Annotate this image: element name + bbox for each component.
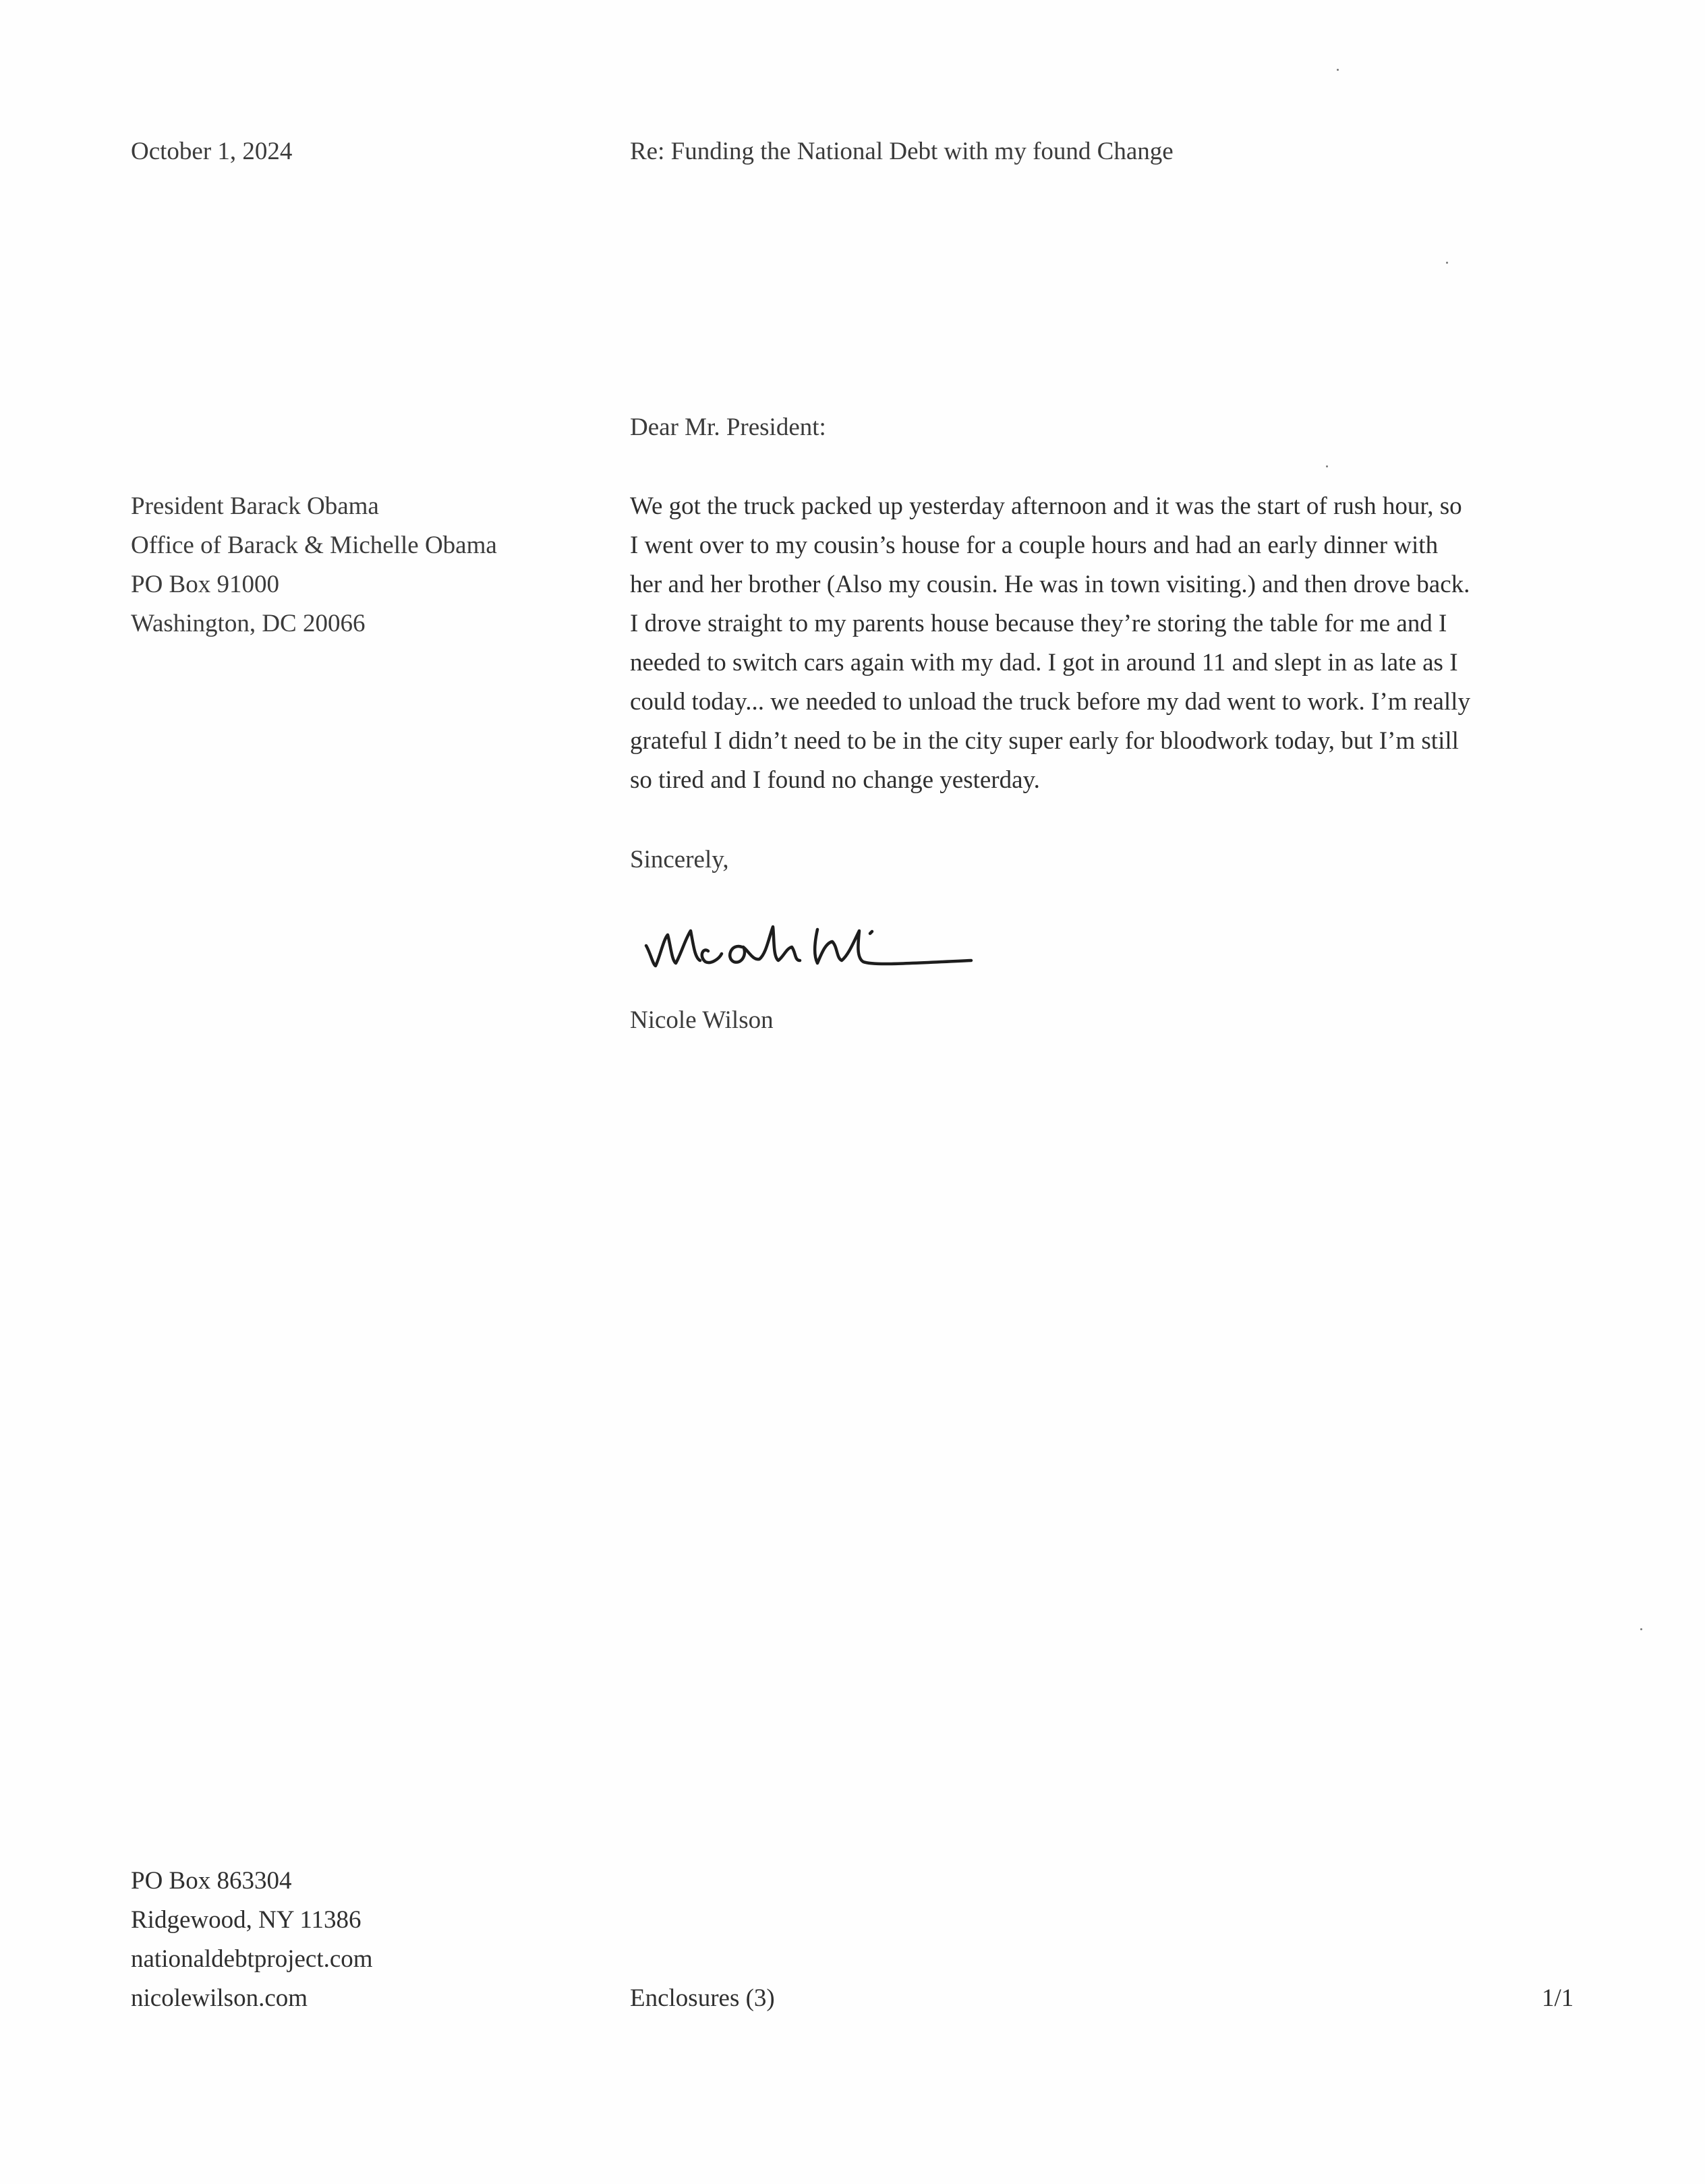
body-line: We got the truck packed up yesterday afternoon and it was the start of rush hour, so xyxy=(630,492,1462,520)
recipient-address xyxy=(131,487,497,643)
recipient-line: Office of Barack & Michelle Obama xyxy=(131,531,497,559)
scan-speck xyxy=(1326,465,1328,467)
letter-body xyxy=(630,487,1470,800)
sender-website: nationaldebtproject.com xyxy=(131,1945,373,1973)
body-line: could today... we needed to unload the truck before my dad went to work. I’m really xyxy=(630,688,1470,716)
sender-address xyxy=(131,1862,373,2018)
letter-date: October 1, 2024 xyxy=(131,138,293,165)
sender-website: nicolewilson.com xyxy=(131,1984,308,2012)
page-number: 1/1 xyxy=(1542,1984,1574,2012)
sender-line: PO Box 863304 xyxy=(131,1867,292,1895)
body-line: I went over to my cousin’s house for a couple hours and had an early dinner with xyxy=(630,531,1439,559)
scan-speck xyxy=(1446,262,1448,264)
signer-name: Nicole Wilson xyxy=(630,1006,774,1034)
scan-speck xyxy=(1640,1628,1642,1630)
closing: Sincerely, xyxy=(630,846,729,873)
letter-subject: Re: Funding the National Debt with my found Change xyxy=(630,138,1174,165)
handwritten-signature xyxy=(641,904,991,978)
sender-line: Ridgewood, NY 11386 xyxy=(131,1906,362,1934)
body-line: so tired and I found no change yesterday. xyxy=(630,766,1040,794)
recipient-line: PO Box 91000 xyxy=(131,571,279,598)
body-line: I drove straight to my parents house because they’re storing the table for me and I xyxy=(630,610,1447,637)
body-line: grateful I didn’t need to be in the city super early for bloodwork today, but I’m still xyxy=(630,727,1459,755)
enclosures-note: Enclosures (3) xyxy=(630,1984,775,2012)
body-line: her and her brother (Also my cousin. He was in town visiting.) and then drove back. xyxy=(630,571,1470,598)
body-line: needed to switch cars again with my dad. I got in around 11 and slept in as late as I xyxy=(630,649,1458,677)
recipient-line: Washington, DC 20066 xyxy=(131,610,366,637)
recipient-line: President Barack Obama xyxy=(131,492,379,520)
scan-speck xyxy=(1337,69,1339,71)
salutation: Dear Mr. President: xyxy=(630,413,826,441)
